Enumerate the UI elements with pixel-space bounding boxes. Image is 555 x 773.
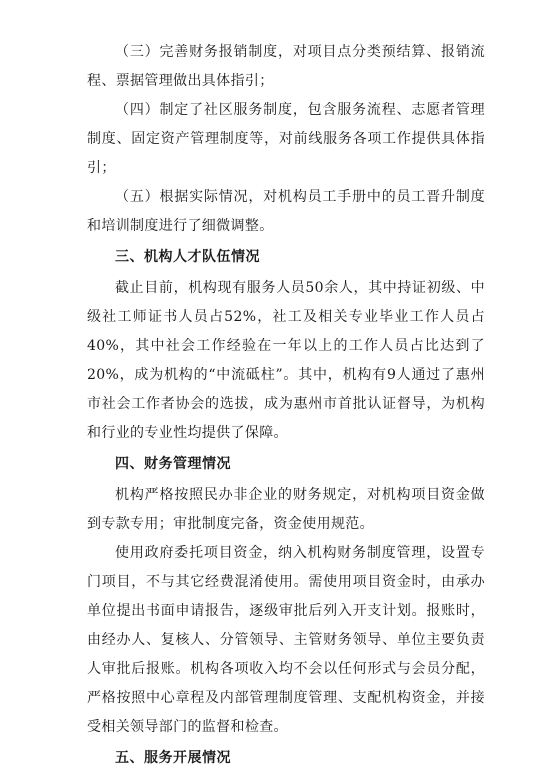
section-heading-talent: 三、机构人才队伍情况 — [115, 249, 260, 265]
paragraph-project-funds: 使用政府委托项目资金，纳入机构财务制度管理，设置专门项目，不与其它经费混淆使用。需使用项目资金时，由承办单位提出书面申请报告，逐级审批后列入开支计划。报账时，由经办人、复核人、分管领导、主管财务领导、单位主要负责人审批后报账。机构各项收入均不会以任何形式与会员分配，严格按照中心章程及内部管理制度管理、支配机构资金，并接受相关领导部门的监督和检查。 — [87, 545, 485, 735]
section-heading-services: 五、服务开展情况 — [115, 750, 231, 766]
paragraph-finance-rules: 机构严格按照民办非企业的财务规定，对机构项目资金做到专款专用；审批制度完备，资金使用规范。 — [87, 487, 485, 532]
paragraph-talent-team: 截止目前，机构现有服务人员50余人，其中持证初级、中级社工师证书人员占52%，社工及相关专业毕业工作人员占40%，其中社会工作经验在一年以上的工作人员占比达到了20%，成为机构的“中流砥柱”。其中，机构有9人通过了惠州市社会工作者协会的选拔，成为惠州市首批认证督导，为机构和行业的专业性均提供了保障。 — [87, 280, 485, 441]
paragraph-community-service-system: （四）制定了社区服务制度，包含服务流程、志愿者管理制度、固定资产管理制度等，对前线服务各项工作提供具体指引； — [87, 102, 485, 176]
section-heading-finance: 四、财务管理情况 — [115, 456, 231, 472]
paragraph-staff-handbook: （五）根据实际情况，对机构员工手册中的员工晋升制度和培训制度进行了细微调整。 — [87, 189, 485, 234]
paragraph-finance-reimbursement: （三）完善财务报销制度，对项目点分类预结算、报销流程、票据管理做出具体指引； — [87, 44, 485, 89]
